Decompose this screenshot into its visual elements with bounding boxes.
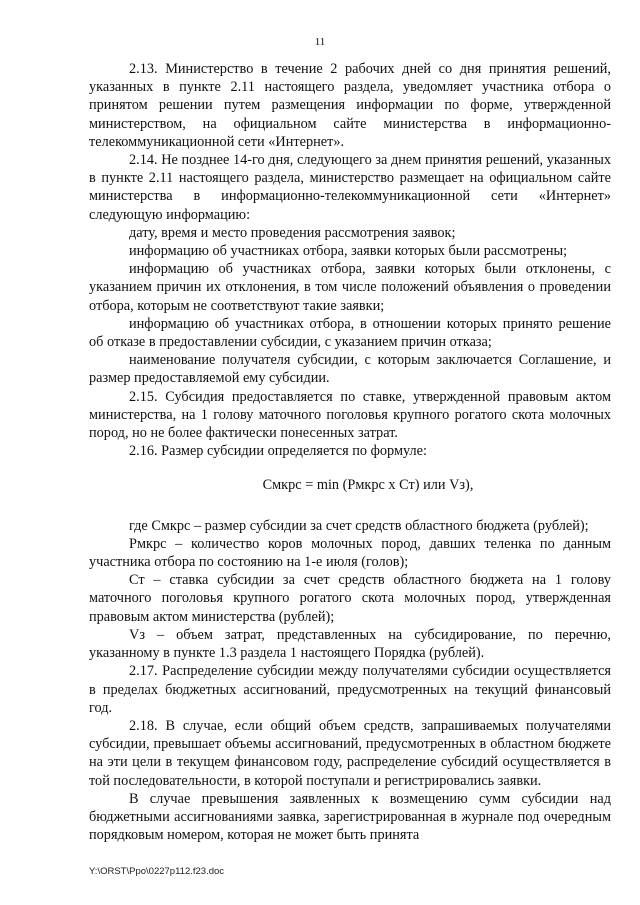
page-number: 11 <box>314 36 326 48</box>
list-item: дату, время и место проведения рассмотрения заявок; <box>129 224 456 241</box>
formula-definition: Vз – объем затрат, представленных на субсидирование, по перечню, указанному в пункте 1.3 раздела 1 настоящего Порядка (рублей). <box>89 626 611 662</box>
list-item: наименование получателя субсидии, с которым заключается Соглашение, и размер предоставляемой ему субсидии. <box>89 352 611 387</box>
paragraph-2-17: 2.17. Распределение субсидии между получателями субсидии осуществляется в пределах бюджетных ассигнований, предусмотренных на текущий финансовый год. <box>89 663 611 716</box>
document-body <box>89 60 611 844</box>
paragraph-2-13: 2.13. Министерство в течение 2 рабочих дней со дня принятия решений, указанных в пункте 2.11 настоящего раздела, уведомляет участника отбора о принятом решении путем размещения информации по форме, утвержденной министерством, на официальном сайте министерства в информационно-телекоммуникационной сети «Интернет». <box>89 61 611 150</box>
formula-definition: Ст – ставка субсидии за счет средств областного бюджета на 1 голову маточного поголовья крупного рогатого скота молочных пород, утвержденная правовым актом министерства (рублей); <box>89 572 611 625</box>
list-item: информацию об участниках отбора, заявки которых были отклонены, с указанием причин их отклонения, в том числе положений объявления о проведении отбора, которым не соответствуют такие заявки; <box>89 261 611 314</box>
paragraph-2-18: 2.18. В случае, если общий объем средств, запрашиваемых получателями субсидии, превышает объемы ассигнований, предусмотренных в областном бюджете на эти цели в текущем финансовом году, распределение субсидий осуществляется в той последовательности, в которой поступали и регистрировались заявки. <box>89 717 611 789</box>
formula-definition: где Смкрс – размер субсидии за счет средств областного бюджета (рублей); <box>129 517 589 534</box>
formula-definition: Рмкрс – количество коров молочных пород, давших теленка по данным участника отбора по состоянию на 1-е июля (голов); <box>89 535 611 571</box>
paragraph-continuation: В случае превышения заявленных к возмещению сумм субсидии над бюджетными ассигнованиями заявка, зарегистрированная в журнале под очередным порядковым номером, которая не может быть принята <box>89 790 611 844</box>
paragraph-2-16: 2.16. Размер субсидии определяется по формуле: <box>129 443 428 460</box>
paragraph-2-15: 2.15. Субсидия предоставляется по ставке, утвержденной правовым актом министерства, на 1 голову маточного поголовья крупного рогатого скота молочных пород, но не более фактически понесенных затрат. <box>89 388 611 442</box>
paragraph-2-14: 2.14. Не позднее 14-го дня, следующего за днем принятия решений, указанных в пункте 2.11 настоящего раздела, министерство размещает на официальном сайте министерства в информационно-телекоммуникационной сети «Интернет» следующую информацию: <box>89 152 611 223</box>
list-item: информацию об участниках отбора, в отношении которых принято решение об отказе в предоставлении субсидии, с указанием причин отказа; <box>89 315 611 351</box>
subsidy-formula: Смкрс = min (Рмкрс x Ст) или Vз), <box>262 477 474 494</box>
list-item: информацию об участниках отбора, заявки которых были рассмотрены; <box>129 243 568 260</box>
file-path-footer: Y:\ORST\Ppo\0227p112.f23.doc <box>89 866 225 877</box>
